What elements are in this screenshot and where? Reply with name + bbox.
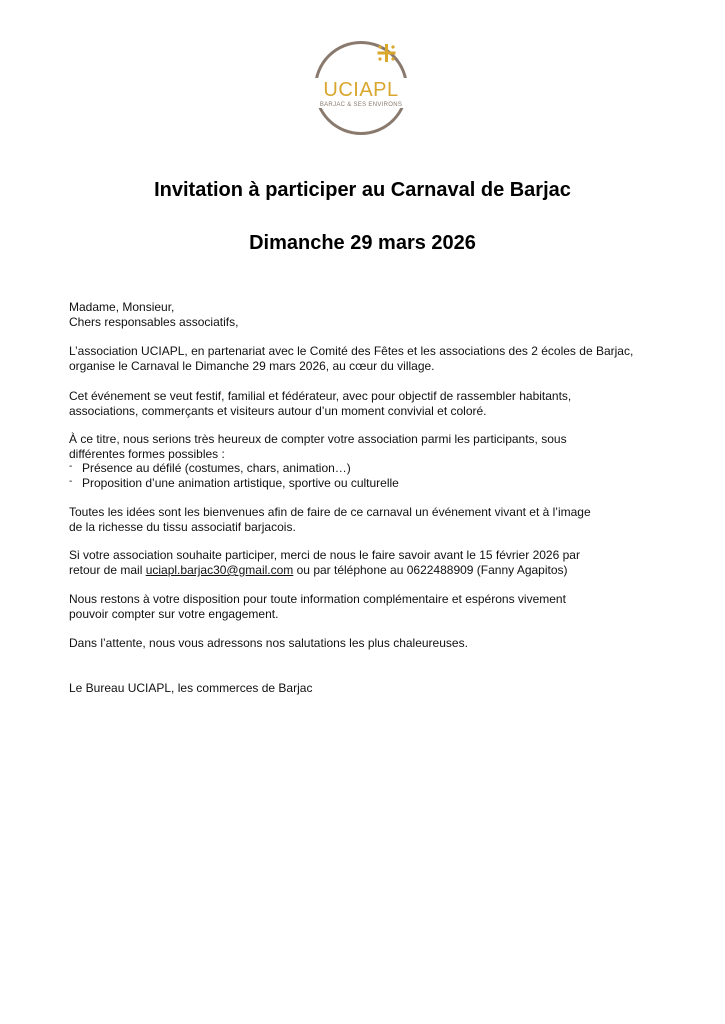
bullet-dash: - (69, 476, 73, 487)
paragraph-line: associations, commerçants et visiteurs autour d’un moment convivial et coloré. (69, 404, 487, 418)
contact-suffix: ou par téléphone au 0622488909 (Fanny Agapitos) (293, 563, 568, 577)
paragraph-line (69, 563, 669, 578)
list-item (69, 461, 669, 476)
event-date-title: Dimanche 29 mars 2026 (249, 232, 476, 254)
paragraph-line: Cet événement se veut festif, familial et fédérateur, avec pour objectif de rassembler habitants, (69, 389, 572, 403)
paragraph-line: de la richesse du tissu associatif barjacois. (69, 520, 296, 534)
list-item (69, 476, 669, 491)
uciapl-logo (313, 40, 409, 136)
paragraph-line: À ce titre, nous serions très heureux de compter votre association parmi les participants, sous (69, 432, 567, 446)
paragraph-ideas-welcome (69, 505, 669, 535)
bullet-dash: - (69, 461, 73, 472)
contact-prefix: retour de mail (69, 563, 146, 577)
email-link[interactable]: uciapl.barjac30@gmail.com (145, 563, 294, 577)
paragraph-line: pouvoir compter sur votre engagement. (69, 607, 279, 621)
greeting (69, 300, 669, 330)
paragraph-intro (69, 344, 669, 374)
greeting-line-1: Madame, Monsieur, (69, 300, 175, 314)
list-item-text: Proposition d’une animation artistique, sportive ou culturelle (82, 476, 399, 490)
paragraph-line: Dans l’attente, nous vous adressons nos salutations les plus chaleureuses. (69, 636, 468, 650)
paragraph-line: organise le Carnaval le Dimanche 29 mars 2026, au cœur du village. (69, 359, 435, 373)
signature-text: Le Bureau UCIAPL, les commerces de Barjac (69, 681, 313, 695)
participation-options-list (69, 461, 669, 491)
signature (69, 681, 669, 696)
list-item-text: Présence au défilé (costumes, chars, animation…) (82, 461, 351, 475)
logo-graphic (313, 40, 409, 136)
paragraph-line: Nous restons à votre disposition pour toute information complémentaire et espérons vivement (69, 592, 566, 606)
paragraph-participation (69, 432, 669, 462)
logo-subtitle: BARJAC & SES ENVIRONS (319, 102, 403, 108)
paragraph-line: L’association UCIAPL, en partenariat avec le Comité des Fêtes et les associations des 2 écoles de Barjac, (69, 344, 634, 358)
paragraph-line: Si votre association souhaite participer, merci de nous le faire savoir avant le 15 février 2026 par (69, 548, 580, 562)
paragraph-availability (69, 592, 669, 622)
logo-cross-icon (378, 44, 396, 62)
greeting-line-2: Chers responsables associatifs, (69, 315, 239, 329)
paragraph-event-purpose (69, 389, 669, 419)
paragraph-line: Toutes les idées sont les bienvenues afin de faire de ce carnaval un événement vivant et à l’image (69, 505, 591, 519)
paragraph-closing (69, 636, 669, 651)
logo-wordmark: UCIAPL (323, 79, 399, 101)
page-title: Invitation à participer au Carnaval de Barjac (154, 179, 571, 201)
paragraph-contact (69, 548, 669, 578)
paragraph-line: différentes formes possibles : (69, 447, 225, 461)
